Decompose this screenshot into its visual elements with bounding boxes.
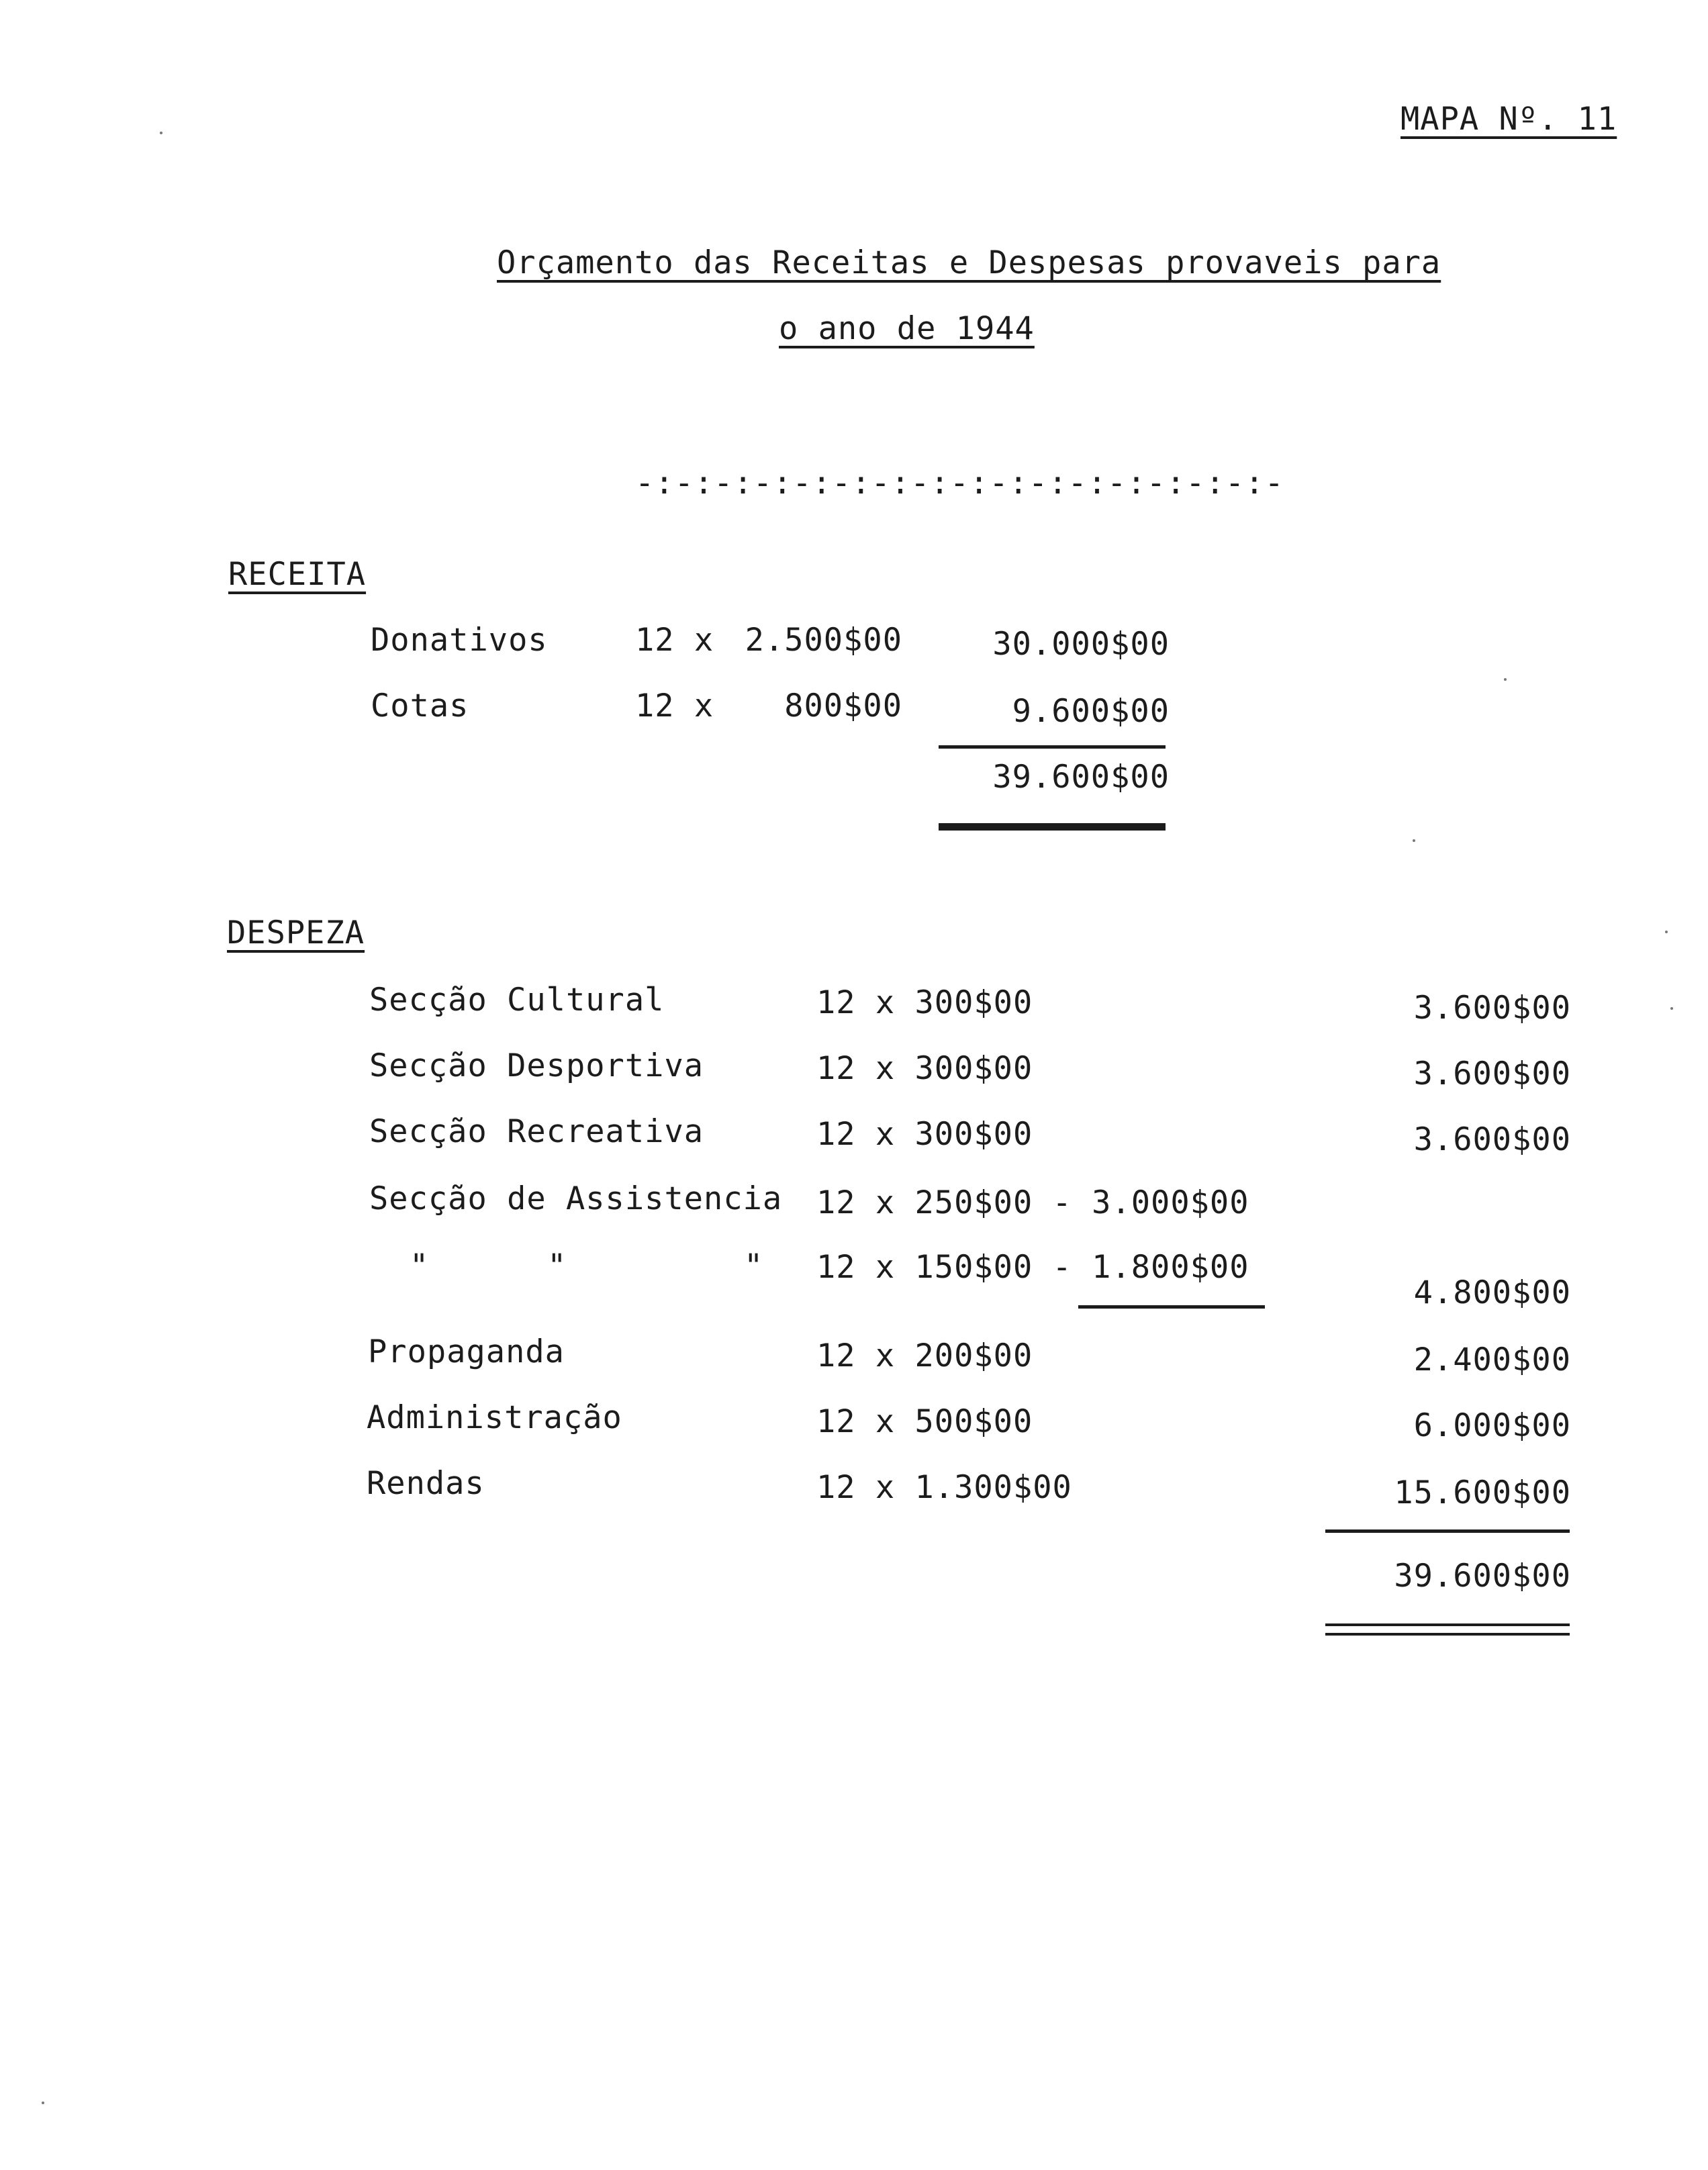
despeza-row-ditto-marks: " " " (410, 1247, 764, 1284)
despeza-row-amount: 3.600$00 (1413, 1055, 1571, 1092)
despeza-row-amount: 3.600$00 (1413, 1121, 1571, 1158)
assistencia-subtotal-rule (1078, 1305, 1265, 1309)
receita-row-amount: 30.000$00 (992, 626, 1170, 663)
despeza-row-amount: 15.600$00 (1394, 1474, 1571, 1511)
despeza-heading: DESPEZA (227, 914, 365, 951)
despeza-row-amount: 6.000$00 (1413, 1407, 1571, 1444)
despeza-total-double-rule-bottom (1325, 1633, 1570, 1636)
despeza-row-calc: 12 x 1.300$00 (816, 1469, 1072, 1506)
receita-row-qty: 12 x (635, 688, 714, 724)
receita-row-amount: 9.600$00 (1012, 693, 1170, 730)
despeza-row-label: Secção Recreativa (369, 1113, 704, 1150)
scan-speck (160, 132, 162, 134)
decorative-separator: -:-:-:-:-:-:-:-:-:-:-:-:-:-:-:-:- (635, 465, 1284, 502)
despeza-row-calc: 12 x 500$00 (816, 1403, 1033, 1440)
despeza-row-label: Administração (367, 1399, 622, 1436)
receita-row-unit: 800$00 (784, 688, 902, 724)
despeza-row-calc: 12 x 200$00 (816, 1337, 1033, 1374)
scan-speck (1504, 678, 1507, 681)
despeza-row-calc: 12 x 250$00 - 3.000$00 (816, 1184, 1249, 1221)
despeza-row-label: Secção de Assistencia (369, 1180, 783, 1217)
scan-speck (1413, 839, 1415, 842)
despeza-row-calc: 12 x 150$00 - 1.800$00 (816, 1249, 1249, 1286)
receita-row-qty: 12 x (635, 622, 714, 659)
receita-total: 39.600$00 (992, 759, 1170, 796)
scan-speck (1665, 931, 1668, 933)
despeza-row-amount: 3.600$00 (1413, 990, 1571, 1027)
despeza-total-double-rule-top (1325, 1623, 1570, 1626)
receita-row-unit: 2.500$00 (745, 622, 902, 659)
scan-speck (1670, 1007, 1673, 1010)
map-number-label: MAPA Nº. 11 (1401, 101, 1617, 138)
despeza-total: 39.600$00 (1394, 1558, 1571, 1595)
document-title-line-1: Orçamento das Receitas e Despesas provaveis para (497, 244, 1441, 281)
scan-speck (42, 2102, 44, 2104)
despeza-row-amount: 4.800$00 (1413, 1274, 1571, 1311)
despeza-row-calc: 12 x 300$00 (816, 984, 1033, 1021)
despeza-row-amount: 2.400$00 (1413, 1341, 1571, 1378)
despeza-row-label: Secção Desportiva (369, 1047, 704, 1084)
despeza-row-calc: 12 x 300$00 (816, 1116, 1033, 1153)
despeza-row-calc: 12 x 300$00 (816, 1050, 1033, 1087)
despeza-row-label: Rendas (367, 1465, 485, 1502)
receita-subtotal-rule (939, 745, 1166, 749)
despeza-row-label: Secção Cultural (369, 982, 665, 1019)
despeza-row-label: Propaganda (368, 1333, 565, 1370)
receita-heading: RECEITA (228, 556, 367, 593)
receita-total-rule (939, 823, 1166, 831)
receita-row-label: Donativos (371, 622, 548, 659)
receita-row-label: Cotas (371, 688, 469, 724)
document-title-line-2: o ano de 1944 (779, 310, 1035, 347)
despeza-subtotal-rule (1325, 1529, 1570, 1533)
